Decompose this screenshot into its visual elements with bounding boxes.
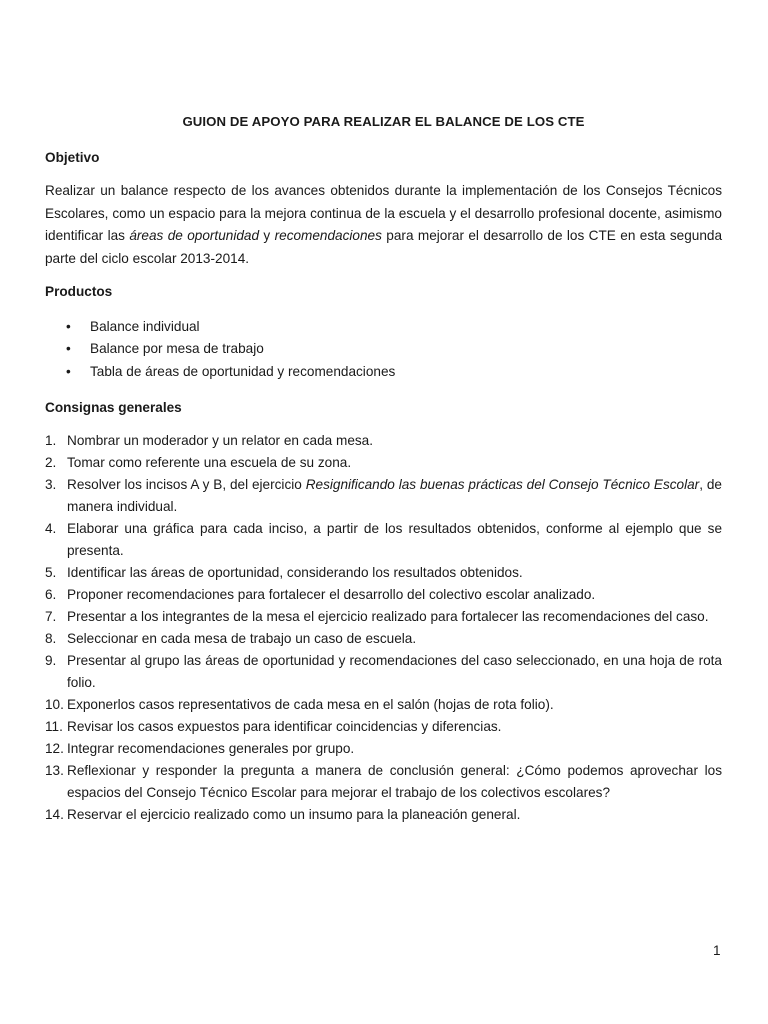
list-item bbox=[45, 452, 722, 474]
list-item bbox=[45, 562, 722, 584]
list-item bbox=[45, 362, 722, 384]
objetivo-text-3: para mejorar el desarrollo de los CTE en esta segunda parte del ciclo escolar 2013-2014. bbox=[45, 228, 722, 266]
list-item bbox=[45, 339, 722, 361]
page-number: 1 bbox=[713, 943, 721, 958]
item-text-post: , de manera individual. bbox=[67, 477, 722, 514]
item-text: Integrar recomendaciones generales por grupo. bbox=[67, 741, 355, 756]
item-text: Presentar a los integrantes de la mesa el ejercicio realizado para fortalecer las recomendaciones del caso. bbox=[67, 609, 709, 624]
item-number: 10. bbox=[45, 697, 64, 712]
item-number: 5. bbox=[45, 565, 57, 580]
item-number: 7. bbox=[45, 609, 57, 624]
producto-label: Tabla de áreas de oportunidad y recomendaciones bbox=[90, 363, 396, 379]
list-item bbox=[45, 430, 722, 452]
item-text-pre: Resolver los incisos A y B, del ejercicio bbox=[67, 477, 306, 492]
list-item bbox=[45, 474, 722, 518]
objetivo-paragraph bbox=[45, 180, 722, 270]
item-text: Reservar el ejercicio realizado como un insumo para la planeación general. bbox=[67, 807, 521, 822]
heading-objetivo: Objetivo bbox=[45, 150, 100, 165]
item-text-emph: Resignificando las buenas prácticas del Consejo Técnico Escolar bbox=[305, 477, 700, 492]
productos-list bbox=[45, 317, 722, 384]
document-title: GUION DE APOYO PARA REALIZAR EL BALANCE DE LOS CTE bbox=[182, 114, 585, 129]
bullet-icon: • bbox=[66, 341, 71, 357]
producto-label: Balance individual bbox=[90, 319, 200, 334]
heading-consignas: Consignas generales bbox=[45, 400, 182, 415]
bullet-icon: • bbox=[66, 319, 71, 334]
list-item bbox=[45, 694, 722, 716]
list-item bbox=[45, 628, 722, 650]
item-number: 3. bbox=[45, 477, 57, 492]
list-item bbox=[45, 716, 722, 738]
item-text: Revisar los casos expuestos para identificar coincidencias y diferencias. bbox=[67, 719, 502, 734]
item-number: 1. bbox=[45, 433, 57, 448]
list-item bbox=[45, 584, 722, 606]
item-text: Seleccionar en cada mesa de trabajo un caso de escuela. bbox=[67, 631, 417, 646]
list-item bbox=[45, 760, 722, 804]
item-text: Reflexionar y responder la pregunta a manera de conclusión general: ¿Cómo podemos aprovechar los espacios del Consejo Técnico Escolar para mejorar el trabajo de los colectivos escolares? bbox=[67, 763, 722, 800]
item-text: Nombrar un moderador y un relator en cada mesa. bbox=[67, 433, 374, 448]
item-number: 11. bbox=[45, 719, 63, 734]
item-text: Presentar al grupo las áreas de oportunidad y recomendaciones del caso seleccionado, en una hoja de rota folio. bbox=[67, 653, 722, 690]
objetivo-text-2: y bbox=[259, 228, 275, 243]
objetivo-emph-areas: áreas de oportunidad bbox=[129, 228, 260, 243]
list-item bbox=[45, 738, 722, 760]
item-number: 12. bbox=[45, 741, 64, 756]
item-number: 8. bbox=[45, 631, 57, 646]
item-text: Exponerlos casos representativos de cada mesa en el salón (hojas de rota folio). bbox=[67, 697, 554, 712]
item-text: Elaborar una gráfica para cada inciso, a partir de los resultados obtenidos, conforme al ejemplo que se presenta. bbox=[67, 521, 722, 558]
item-number: 9. bbox=[45, 653, 57, 668]
bullet-icon: • bbox=[66, 363, 71, 379]
item-text: Proponer recomendaciones para fortalecer el desarrollo del colectivo escolar analizado. bbox=[67, 587, 596, 602]
item-number: 4. bbox=[45, 521, 57, 536]
list-item bbox=[45, 317, 722, 339]
list-item bbox=[45, 606, 722, 628]
item-number: 13. bbox=[45, 763, 64, 778]
item-text: Tomar como referente una escuela de su zona. bbox=[67, 455, 352, 470]
document-page bbox=[45, 0, 722, 1024]
list-item bbox=[45, 518, 722, 562]
objetivo-text-1: Realizar un balance respecto de los avances obtenidos durante la implementación de los Consejos Técnicos Escolares, como un espacio para la mejora continua de la escuela y el desarrollo profesional docente, asimismo identificar las bbox=[45, 183, 722, 243]
objetivo-emph-recomendaciones: recomendaciones bbox=[274, 228, 382, 243]
item-number: 14. bbox=[45, 807, 64, 822]
list-item bbox=[45, 650, 722, 694]
list-item bbox=[45, 804, 722, 826]
heading-productos: Productos bbox=[45, 284, 113, 299]
producto-label: Balance por mesa de trabajo bbox=[90, 341, 264, 357]
item-number: 6. bbox=[45, 587, 57, 602]
item-number: 2. bbox=[45, 455, 57, 470]
item-text: Identificar las áreas de oportunidad, considerando los resultados obtenidos. bbox=[67, 565, 523, 580]
consignas-list bbox=[45, 430, 722, 826]
